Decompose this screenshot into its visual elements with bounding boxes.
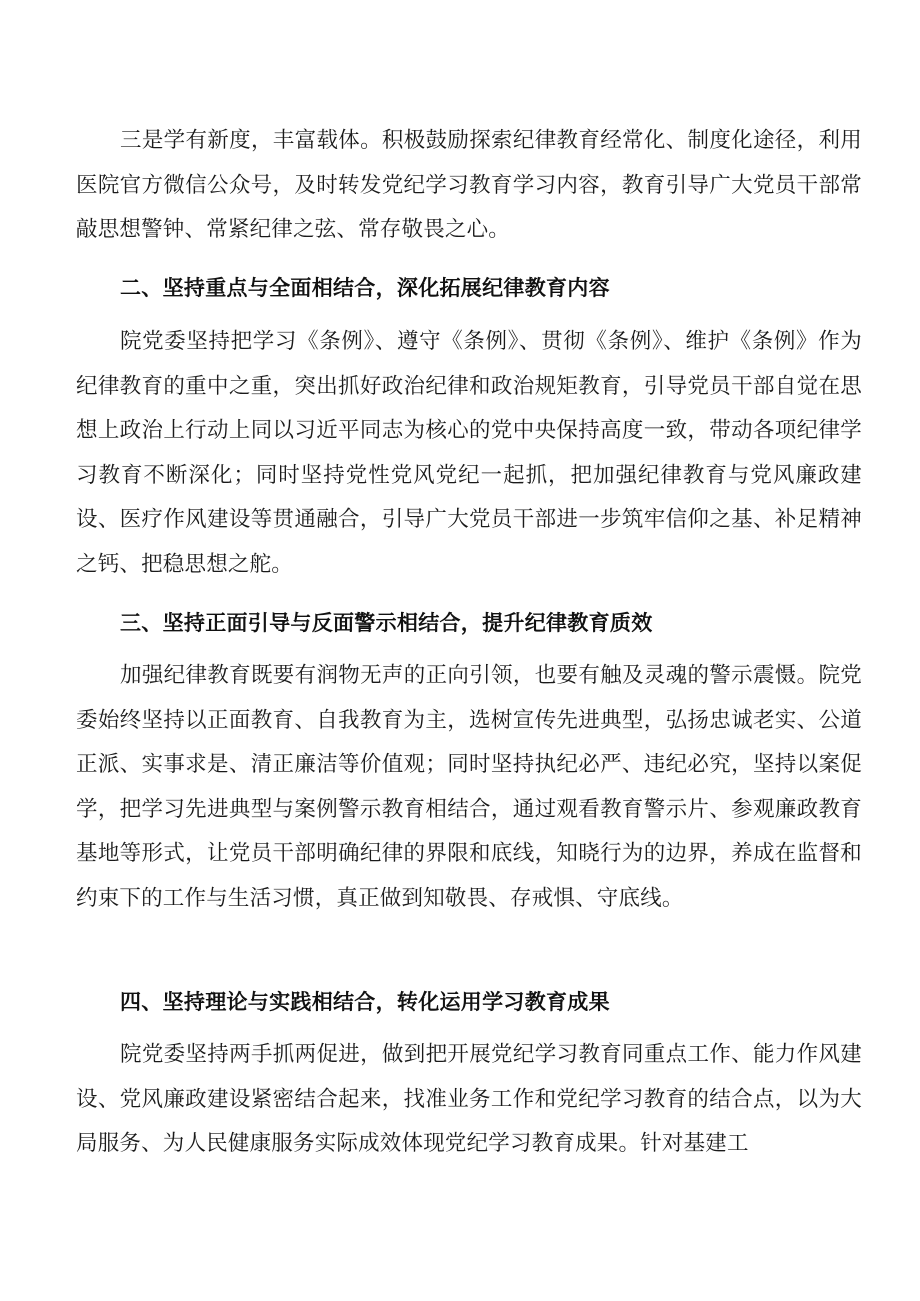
body-paragraph: 院党委坚持两手抓两促进，做到把开展党纪学习教育同重点工作、能力作风建设、党风廉政建设紧密结合起来，找准业务工作和党纪学习教育的结合点，以为大局服务、为人民健康服务实际成效体现党纪学习教育成果。针对基建工: [76, 1042, 862, 1157]
body-paragraph: 加强纪律教育既要有润物无声的正向引领，也要有触及灵魂的警示震慑。院党委始终坚持以正面教育、自我教育为主，选树宣传先进典型，弘扬忠诚老实、公道正派、实事求是、清正廉洁等价值观；同时坚持执纪必严、违纪必究，坚持以案促学，把学习先进典型与案例警示教育相结合，通过观看教育警示片、参观廉政教育基地等形式，让党员干部明确纪律的界限和底线，知晓行为的边界，养成在监督和约束下的工作与生活习惯，真正做到知敬畏、存戒惧、守底线。: [76, 663, 862, 911]
section-heading: 三、坚持正面引导与反面警示相结合，提升纪律教育质效: [120, 611, 653, 635]
section-heading: 四、坚持理论与实践相结合，转化运用学习教育成果: [120, 990, 610, 1014]
body-paragraph: 院党委坚持把学习《条例》、遵守《条例》、贯彻《条例》、维护《条例》作为纪律教育的重中之重，突出抓好政治纪律和政治规矩教育，引导党员干部自觉在思想上政治上行动上同以习近平同志为核心的党中央保持高度一致，带动各项纪律学习教育不断深化；同时坚持党性党风党纪一起抓，把加强纪律教育与党风廉政建设、医疗作风建设等贯通融合，引导广大党员干部进一步筑牢信仰之基、补足精神之钙、把稳思想之舵。: [76, 329, 862, 577]
section-heading: 二、坚持重点与全面相结合，深化拓展纪律教育内容: [120, 276, 610, 300]
body-paragraph: 三是学有新度，丰富载体。积极鼓励探索纪律教育经常化、制度化途径，利用医院官方微信公众号，及时转发党纪学习教育学习内容，教育引导广大党员干部常敲思想警钟、常紧纪律之弦、常存敬畏之心。: [76, 128, 862, 243]
